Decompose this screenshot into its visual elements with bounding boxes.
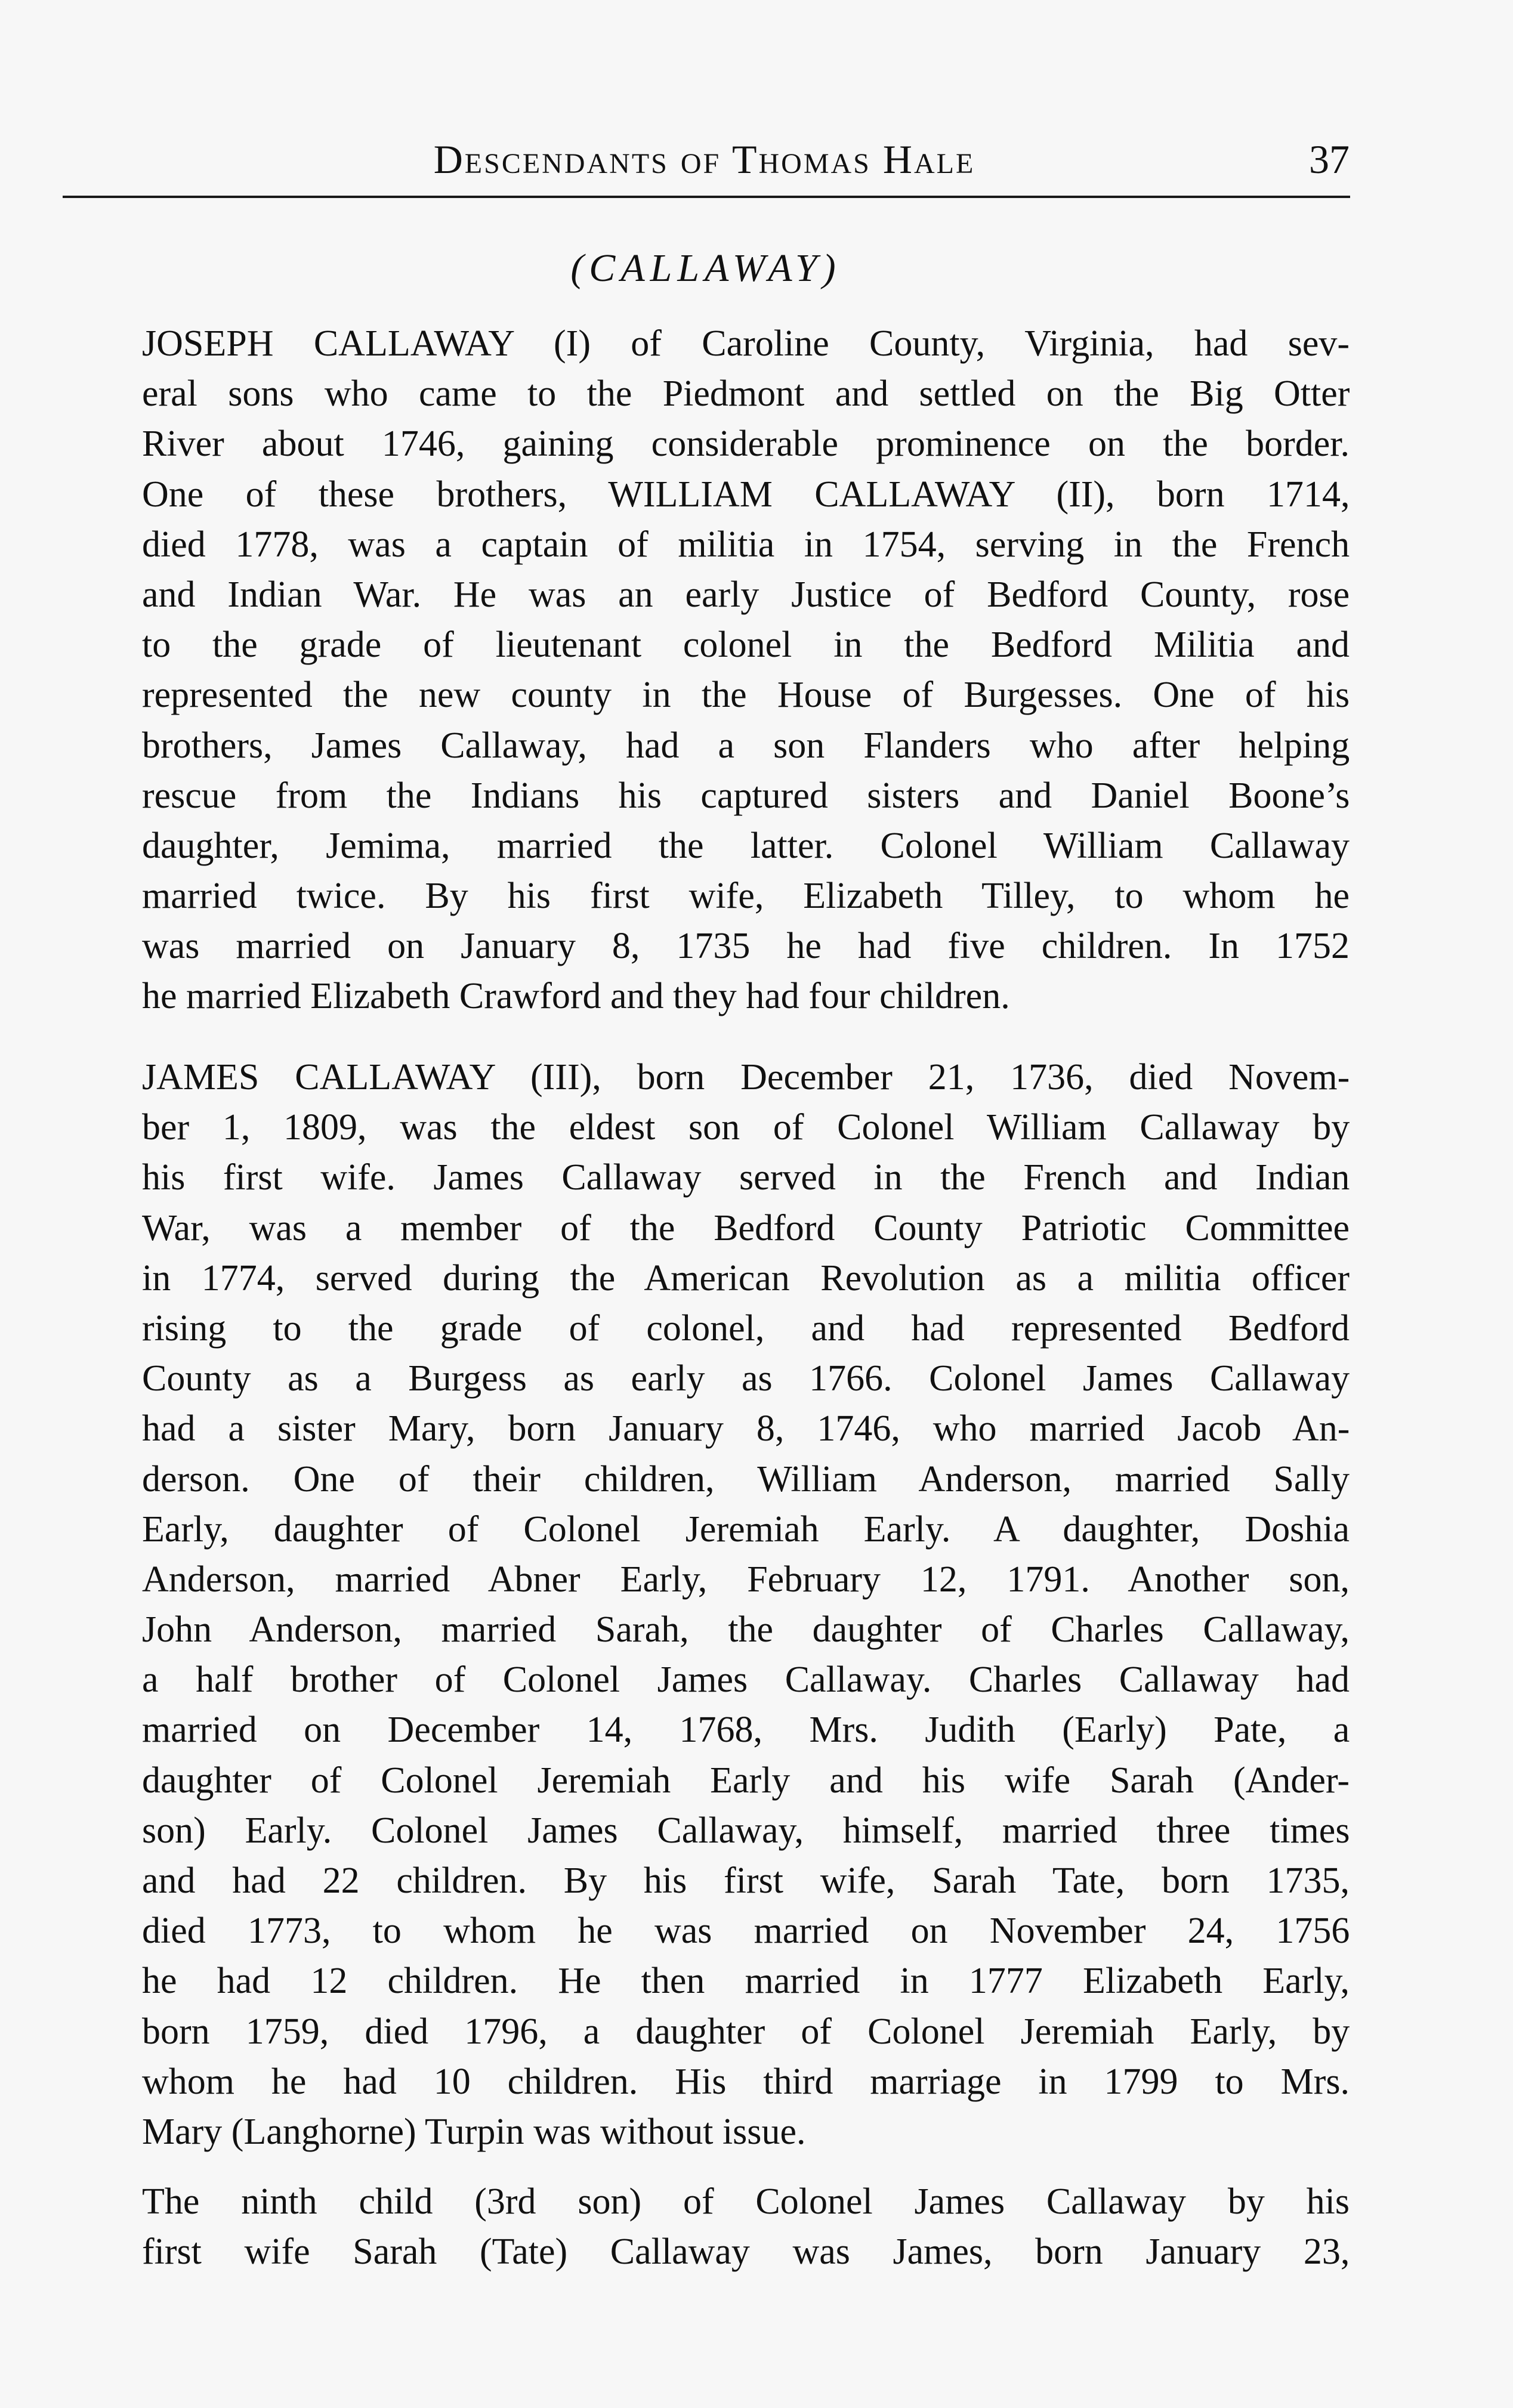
text-line: to the grade of lieutenant colonel in the Bedford Militia and (142, 625, 1350, 666)
text-line: son) Early. Colonel James Callaway, himself, married three times (142, 1810, 1350, 1851)
text-line: born 1759, died 1796, a daughter of Colonel Jeremiah Early, by (142, 2011, 1350, 2052)
text-line: his first wife. James Callaway served in the French and Indian (142, 1157, 1350, 1198)
section-heading: (CALLAWAY) (570, 246, 841, 290)
text-line: County as a Burgess as early as 1766. Colonel James Callaway (142, 1358, 1350, 1399)
text-line: rescue from the Indians his captured sisters and Daniel Boone’s (142, 775, 1350, 816)
text-line: rising to the grade of colonel, and had represented Bedford (142, 1307, 1350, 1349)
page-number: 37 (1309, 137, 1350, 182)
text-line: he had 12 children. He then married in 1777 Elizabeth Early, (142, 1961, 1350, 2002)
paragraph-ninth-child (142, 2177, 1350, 2277)
text-line: JAMES CALLAWAY (III), born December 21, 1736, died Novem- (142, 1057, 1350, 1098)
text-line: War, was a member of the Bedford County Patriotic Committee (142, 1207, 1350, 1248)
text-line: ber 1, 1809, was the eldest son of Colonel William Callaway by (142, 1107, 1350, 1148)
text-line: Mary (Langhorne) Turpin was without issue. (142, 2111, 806, 2152)
text-line: and Indian War. He was an early Justice of Bedford County, rose (142, 574, 1350, 615)
text-line: was married on January 8, 1735 he had five children. In 1752 (142, 926, 1350, 967)
text-line: a half brother of Colonel James Callaway. Charles Callaway had (142, 1659, 1350, 1701)
text-line: The ninth child (3rd son) of Colonel James Callaway by his (142, 2181, 1350, 2222)
text-line: derson. One of their children, William Anderson, married Sally (142, 1458, 1350, 1500)
header-rule (63, 196, 1350, 198)
text-line: JOSEPH CALLAWAY (I) of Caroline County, Virginia, had sev- (142, 323, 1350, 364)
text-line: brothers, James Callaway, had a son Flanders who after helping (142, 725, 1350, 766)
text-line: had a sister Mary, born January 8, 1746, who married Jacob An- (142, 1408, 1350, 1449)
text-line: represented the new county in the House of Burgesses. One of his (142, 675, 1350, 716)
text-line: in 1774, served during the American Revolution as a militia officer (142, 1257, 1350, 1299)
text-line: daughter of Colonel Jeremiah Early and his wife Sarah (Ander- (142, 1760, 1350, 1801)
text-line: daughter, Jemima, married the latter. Colonel William Callaway (142, 825, 1350, 866)
text-line: he married Elizabeth Crawford and they had four children. (142, 976, 1010, 1017)
text-line: died 1773, to whom he was married on November 24, 1756 (142, 1911, 1350, 1952)
text-line: River about 1746, gaining considerable prominence on the border. (142, 424, 1350, 465)
text-line: One of these brothers, WILLIAM CALLAWAY (II), born 1714, (142, 474, 1350, 515)
text-line: married twice. By his first wife, Elizabeth Tilley, to whom he (142, 876, 1350, 917)
text-line: eral sons who came to the Piedmont and settled on the Big Otter (142, 373, 1350, 415)
text-line: and had 22 children. By his first wife, Sarah Tate, born 1735, (142, 1860, 1350, 1901)
running-title: Descendants of Thomas Hale (433, 137, 975, 182)
running-head (0, 139, 1513, 180)
text-line: married on December 14, 1768, Mrs. Judith (Early) Pate, a (142, 1710, 1350, 1751)
text-line: Early, daughter of Colonel Jeremiah Early. A daughter, Doshia (142, 1509, 1350, 1550)
text-line: Anderson, married Abner Early, February 12, 1791. Another son, (142, 1559, 1350, 1600)
paragraph-james-callaway (142, 1052, 1350, 2157)
paragraph-joseph-callaway (142, 319, 1350, 1022)
text-line: first wife Sarah (Tate) Callaway was James, born January 23, (142, 2231, 1350, 2273)
text-line: John Anderson, married Sarah, the daughter of Charles Callaway, (142, 1609, 1350, 1650)
text-line: died 1778, was a captain of militia in 1754, serving in the French (142, 524, 1350, 565)
text-line: whom he had 10 children. His third marriage in 1799 to Mrs. (142, 2061, 1350, 2102)
